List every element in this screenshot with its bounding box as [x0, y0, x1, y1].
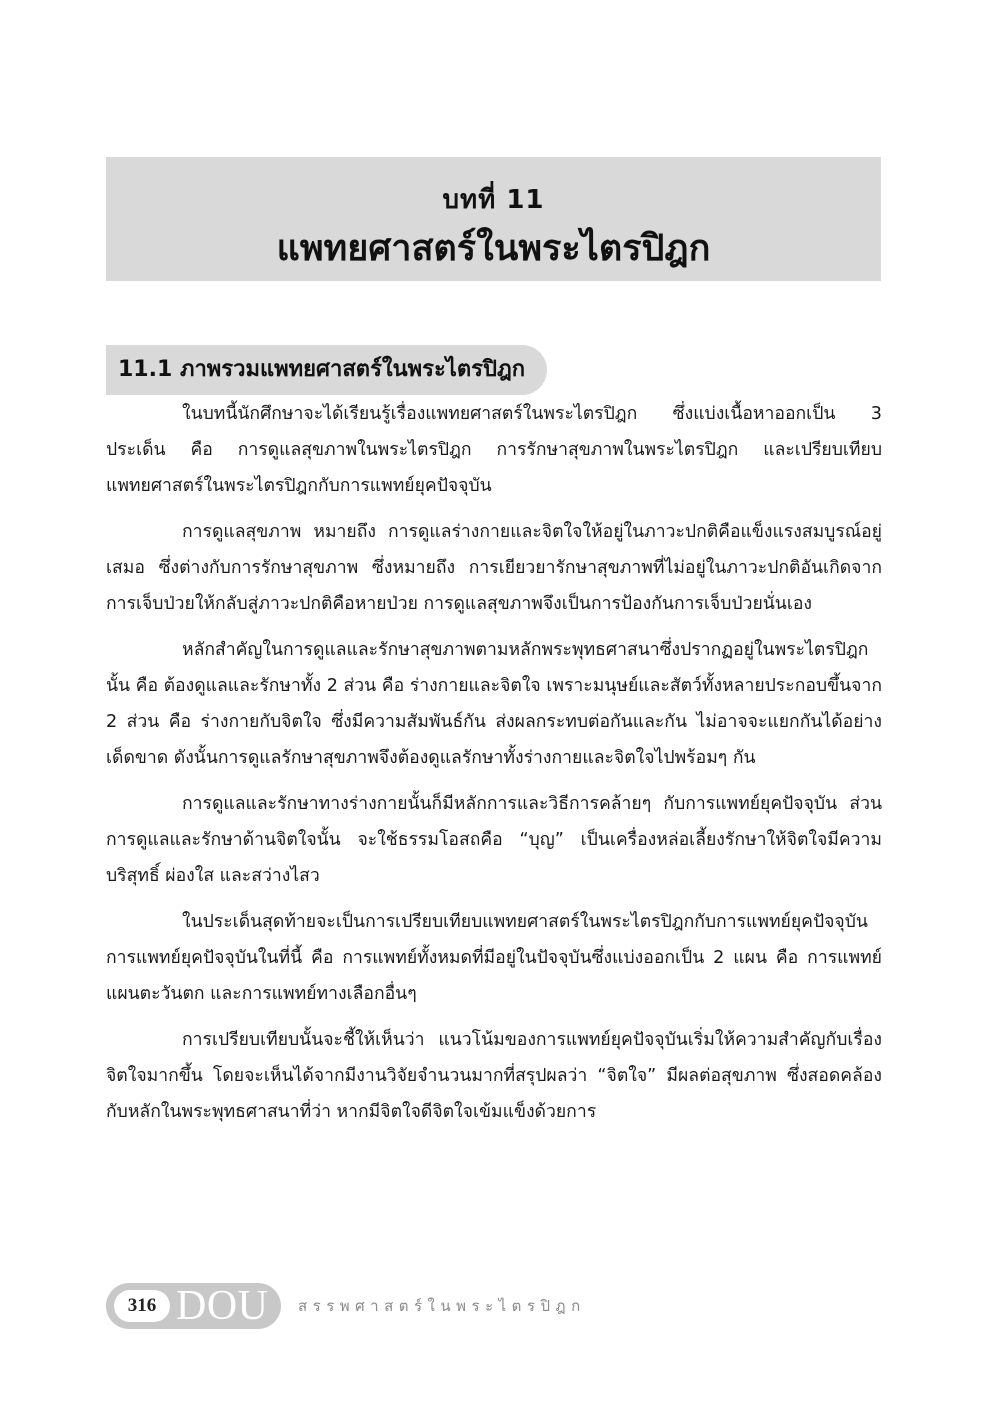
section-heading: 11.1 ภาพรวมแพทยศาสตร์ในพระไตรปิฎก: [106, 345, 547, 395]
footer-badge: [106, 1283, 281, 1329]
paragraph-1: ในบทนี้นักศึกษาจะได้เรียนรู้เรื่องแพทยศาสตร์ในพระไตรปิฎก ซึ่งแบ่งเนื้อหาออกเป็น 3 ประเด็น คือ การดูแลสุขภาพในพระไตรปิฎก การรักษาสุขภาพในพระไตรปิฎก และเปรียบเทียบแพทยศาสตร์ในพระไตรปิฎกกับการแพทย์ยุคปัจจุบัน: [106, 404, 882, 496]
paragraph-3: หลักสำคัญในการดูแลและรักษาสุขภาพตามหลักพระพุทธศาสนาซึ่งปรากฏอยู่ในพระไตรปิฎกนั้น คือ ต้องดูแลและรักษาทั้ง 2 ส่วน คือ ร่างกายและจิตใจ เพราะมนุษย์และสัตว์ทั้งหลายประกอบขึ้นจาก 2 ส่วน คือ ร่างกายกับจิตใจ ซึ่งมีความสัมพันธ์กัน ส่งผลกระทบต่อกันและกัน ไม่อาจจะแยกกันได้อย่างเด็ดขาด ดังนั้นการดูแลรักษาสุขภาพจึงต้องดูแลรักษาทั้งร่างกายและจิตใจไปพร้อมๆ กัน: [106, 640, 882, 768]
chapter-title: แพทยศาสตร์ในพระไตรปิฎก: [276, 228, 711, 269]
body-text: [106, 396, 882, 1140]
page-footer: [106, 1283, 626, 1329]
paragraph-5: ในประเด็นสุดท้ายจะเป็นการเปรียบเทียบแพทยศาสตร์ในพระไตรปิฎกกับการแพทย์ยุคปัจจุบัน การแพทย์ยุคปัจจุบันในที่นี้ คือ การแพทย์ทั้งหมดที่มีอยู่ในปัจจุบันซึ่งแบ่งออกเป็น 2 แผน คือ การแพทย์แผนตะวันตก และการแพทย์ทางเลือกอื่นๆ: [106, 912, 882, 1004]
dou-logo: DOU: [176, 1283, 269, 1329]
chapter-banner: [106, 157, 881, 281]
paragraph-4: การดูแลและรักษาทางร่างกายนั้นก็มีหลักการและวิธีการคล้ายๆ กับการแพทย์ยุคปัจจุบัน ส่วนการดูแลและรักษาด้านจิตใจนั้น จะใช้ธรรมโอสถคือ “บุญ” เป็นเครื่องหล่อเลี้ยงรักษาให้จิตใจมีความบริสุทธิ์ ผ่องใส และสว่างไสว: [106, 794, 882, 886]
page-number: 316: [114, 1290, 170, 1322]
course-name: สรรพศาสตร์ในพระไตรปิฎก: [298, 1297, 586, 1315]
paragraph-2: การดูแลสุขภาพ หมายถึง การดูแลร่างกายและจิตใจให้อยู่ในภาวะปกติคือแข็งแรงสมบูรณ์อยู่เสมอ ซึ่งต่างกับการรักษาสุขภาพ ซึ่งหมายถึง การเยียวยารักษาสุขภาพที่ไม่อยู่ในภาวะปกติอันเกิดจากการเจ็บป่วยให้กลับสู่ภาวะปกติคือหายป่วย การดูแลสุขภาพจึงเป็นการป้องกันการเจ็บป่วยนั่นเอง: [106, 522, 882, 614]
chapter-number: บทที่ 11: [442, 185, 545, 215]
paragraph-6: การเปรียบเทียบนั้นจะชี้ให้เห็นว่า แนวโน้มของการแพทย์ยุคปัจจุบันเริ่มให้ความสำคัญกับเรื่องจิตใจมากขึ้น โดยจะเห็นได้จากมีงานวิจัยจำนวนมากที่สรุปผลว่า “จิตใจ” มีผลต่อสุขภาพ ซึ่งสอดคล้องกับหลักในพระพุทธศาสนาที่ว่า หากมีจิตใจดีจิตใจเข้มแข็งด้วยการ: [106, 1030, 882, 1122]
